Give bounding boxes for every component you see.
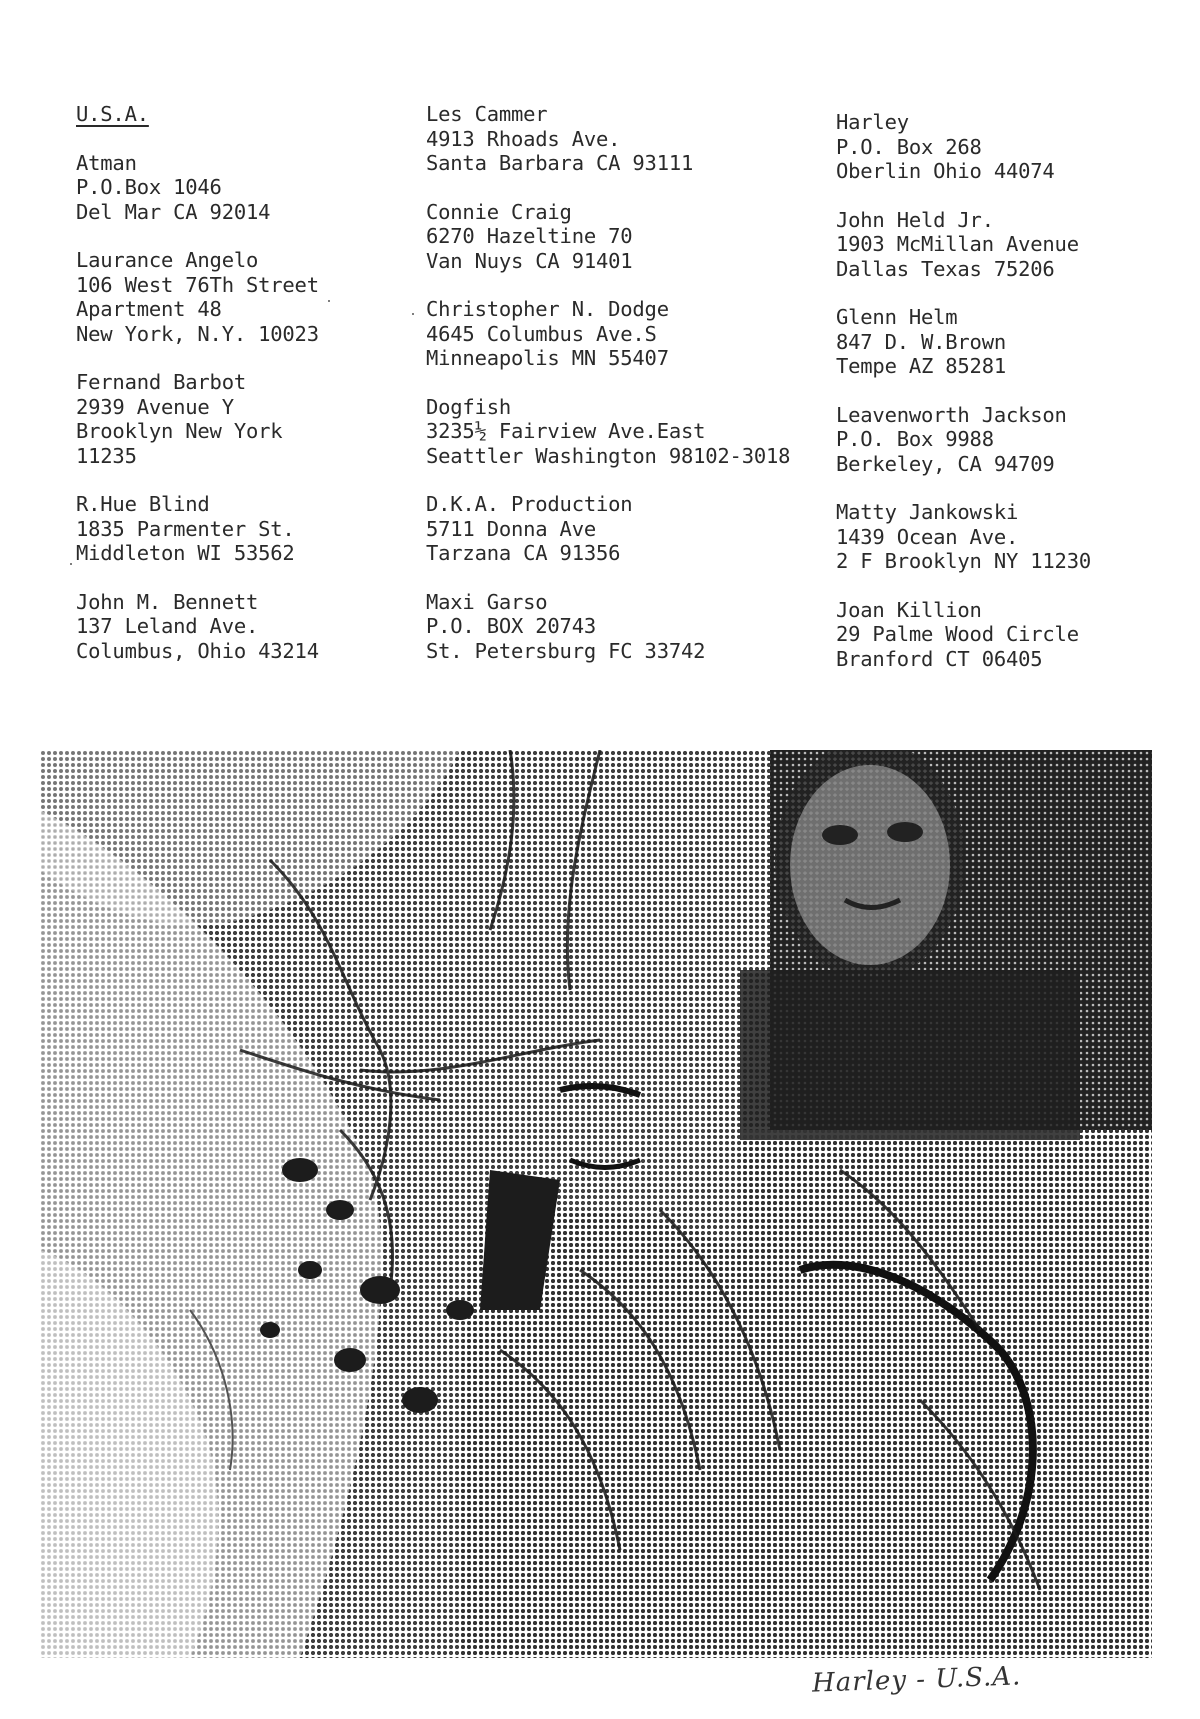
- address-list: [836, 110, 1176, 671]
- address-entry: [836, 110, 1176, 184]
- address-entry: [836, 403, 1176, 477]
- address-line: 2 F Brooklyn NY 11230: [836, 549, 1091, 573]
- address-line: Berkeley, CA 94709: [836, 451, 1055, 476]
- address-line: 3235½ Fairview Ave.East: [426, 419, 706, 443]
- address-line: Dallas Texas 75206: [836, 256, 1055, 281]
- address-line: 6270 Hazeltine 70: [426, 224, 633, 248]
- address-line: Oberlin Ohio 44074: [836, 159, 1055, 183]
- address-line: P.O. Box 268: [836, 134, 982, 159]
- address-name: John M. Bennett: [76, 589, 259, 614]
- address-entry: [76, 370, 406, 468]
- address-entry: [836, 305, 1176, 379]
- halftone-photo-collage: [40, 750, 1152, 1658]
- halftone-photo: [40, 750, 1152, 1658]
- address-name: Glenn Helm: [836, 305, 958, 329]
- address-line: Tarzana CA 91356: [426, 541, 621, 565]
- address-entry: [836, 208, 1176, 282]
- address-name: Leavenworth Jackson: [836, 402, 1067, 427]
- address-line: 137 Leland Ave.: [76, 614, 259, 638]
- handwritten-caption: Harley - U.S.A.: [811, 1661, 1022, 1699]
- address-entry: [426, 590, 826, 664]
- address-line: 29 Palme Wood Circle: [836, 622, 1079, 646]
- address-column-3: [836, 110, 1176, 695]
- address-entry: [426, 492, 826, 566]
- address-entry: [76, 151, 406, 225]
- address-line: 1903 McMillan Avenue: [836, 232, 1079, 256]
- address-name: Atman: [76, 150, 137, 175]
- address-line: 1439 Ocean Ave.: [836, 524, 1019, 549]
- address-line: 2939 Avenue Y: [76, 394, 234, 419]
- country-heading: U.S.A.: [76, 102, 149, 126]
- address-name: Fernand Barbot: [76, 370, 246, 394]
- address-name: Joan Killion: [836, 597, 982, 622]
- address-entry: [426, 297, 826, 371]
- address-name: Connie Craig: [426, 199, 572, 224]
- address-line: Seattler Washington 98102-3018: [426, 443, 791, 468]
- address-line: 11235: [76, 443, 137, 468]
- address-line: Tempe AZ 85281: [836, 354, 1006, 378]
- address-entry: [836, 598, 1176, 672]
- address-entry: [76, 492, 406, 566]
- address-entry: [76, 248, 406, 346]
- address-entry: [76, 590, 406, 664]
- address-line: Minneapolis MN 55407: [426, 346, 669, 370]
- address-name: Les Cammer: [426, 102, 548, 126]
- address-name: John Held Jr.: [836, 207, 994, 232]
- address-line: Santa Barbara CA 93111: [426, 151, 694, 175]
- address-name: Dogfish: [426, 394, 511, 419]
- address-line: 1835 Parmenter St.: [76, 516, 295, 541]
- address-entry: [426, 102, 826, 176]
- address-name: Matty Jankowski: [836, 500, 1019, 524]
- scan-speck: [412, 313, 414, 315]
- address-list: [426, 102, 826, 663]
- address-name: Maxi Garso: [426, 589, 548, 614]
- scan-speck: [70, 563, 72, 565]
- address-line: 5711 Donna Ave: [426, 516, 596, 541]
- address-name: Harley: [836, 110, 909, 134]
- address-line: Middleton WI 53562: [76, 541, 295, 565]
- address-line: P.O. Box 9988: [836, 427, 994, 451]
- address-entry: [426, 200, 826, 274]
- address-name: D.K.A. Production: [426, 492, 633, 516]
- address-column-2: [426, 102, 826, 687]
- address-line: Del Mar CA 92014: [76, 199, 271, 224]
- address-list: [76, 151, 406, 664]
- address-line: 106 West 76Th Street: [76, 272, 319, 297]
- address-line: Columbus, Ohio 43214: [76, 638, 319, 663]
- address-line: 4913 Rhoads Ave.: [426, 126, 621, 151]
- address-line: Brooklyn New York: [76, 419, 283, 443]
- address-name: Christopher N. Dodge: [426, 297, 669, 321]
- address-line: Branford CT 06405: [836, 646, 1043, 671]
- address-column-1: [76, 102, 406, 687]
- scan-speck: [328, 300, 330, 302]
- address-line: Apartment 48: [76, 297, 222, 321]
- address-line: St. Petersburg FC 33742: [426, 638, 706, 663]
- address-entry: [426, 395, 826, 469]
- address-entry: [836, 500, 1176, 574]
- address-line: P.O. BOX 20743: [426, 614, 596, 638]
- address-line: 4645 Columbus Ave.S: [426, 321, 657, 346]
- address-name: R.Hue Blind: [76, 492, 210, 516]
- address-line: Van Nuys CA 91401: [426, 248, 633, 273]
- address-line: P.O.Box 1046: [76, 175, 222, 199]
- address-line: New York, N.Y. 10023: [76, 321, 319, 346]
- address-line: 847 D. W.Brown: [836, 329, 1006, 354]
- address-name: Laurance Angelo: [76, 248, 259, 272]
